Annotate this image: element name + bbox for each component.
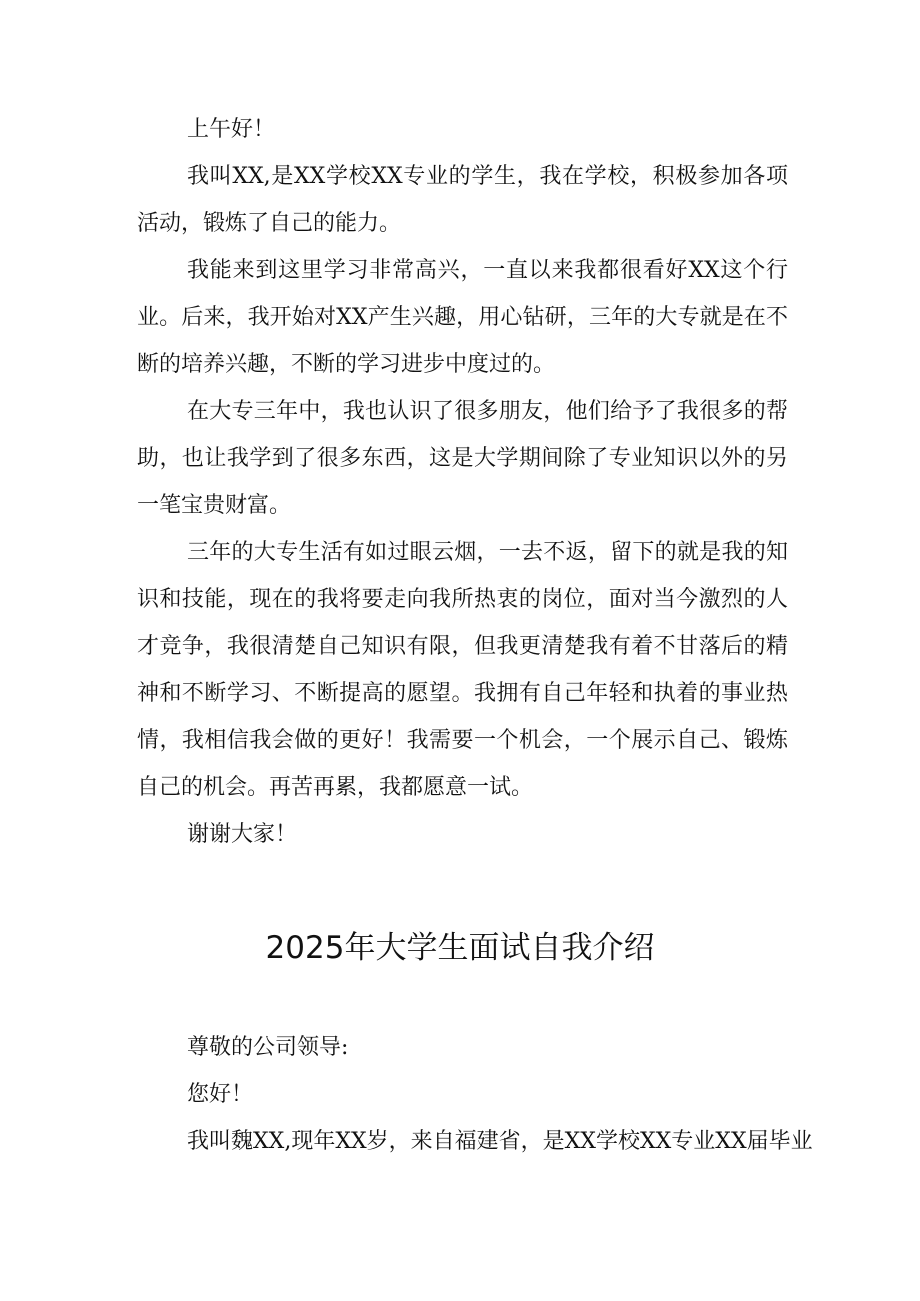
friends-paragraph: 在大专三年中，我也认识了很多朋友，他们给予了我很多的帮助，也让我学到了很多东西，这是大学期间除了专业知识以外的另一笔宝贵财富。 [137, 399, 788, 518]
intro-paragraph: 我叫XX,是XX学校XX专业的学生，我在学校，积极参加各项活动，锻炼了自己的能力。 [137, 164, 788, 236]
salutation-paragraph: 尊敬的公司领导: [187, 1035, 349, 1060]
second-greeting-paragraph: 您好！ [187, 1082, 254, 1107]
self-intro-paragraph: 我叫魏XX,现年XX岁，来自福建省，是XX学校XX专业XX届毕业 [187, 1129, 813, 1154]
closing-paragraph: 谢谢大家！ [187, 822, 298, 847]
interest-paragraph: 我能来到这里学习非常高兴，一直以来我都很看好XX这个行业。后来，我开始对XX产生兴趣，用心钻研，三年的大专就是在不断的培养兴趣，不断的学习进步中度过的。 [137, 258, 788, 377]
section-title: 2025年大学生面试自我介绍 [265, 930, 655, 966]
ambition-paragraph: 三年的大专生活有如过眼云烟，一去不返，留下的就是我的知识和技能，现在的我将要走向我所热衷的岗位，面对当今激烈的人才竞争，我很清楚自己知识有限，但我更清楚我有着不甘落后的精神和不断学习、不断提高的愿望。我拥有自己年轻和执着的事业热情，我相信我会做的更好！我需要一个机会，一个展示自己、锻炼自己的机会。再苦再累，我都愿意一试。 [137, 540, 788, 800]
greeting-paragraph: 上午好！ [187, 117, 276, 142]
